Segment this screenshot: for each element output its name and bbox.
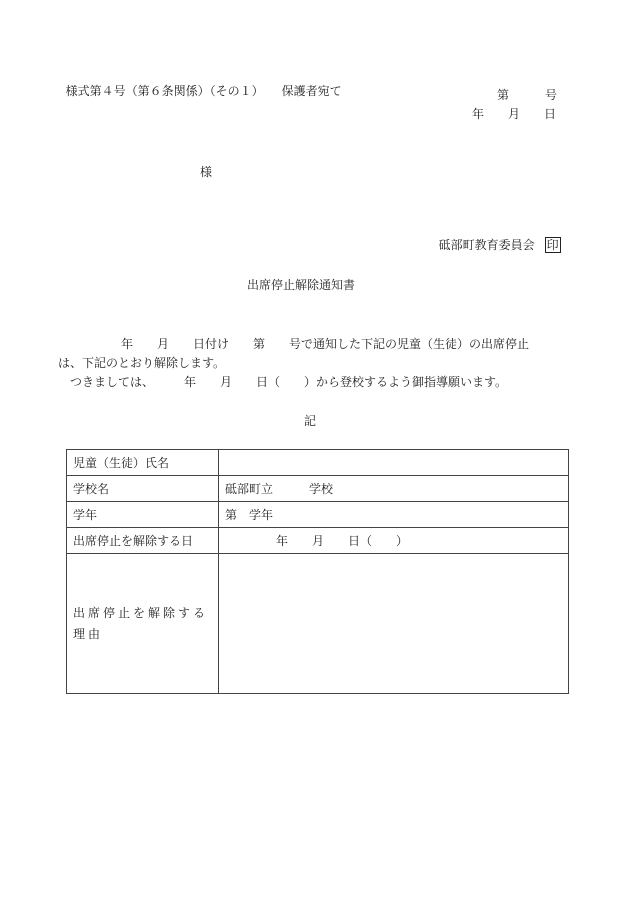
release-date-value	[219, 528, 569, 554]
release-date-label: 出席停止を解除する日	[67, 528, 219, 554]
document-number: 第 号	[497, 88, 558, 102]
release-reason-label	[67, 554, 219, 694]
body-line-1: 年 月 日付け 第 号で通知した下記の児童（生徒）の出席停止	[121, 337, 530, 351]
form-number: 様式第４号（第６条関係）（その１）	[65, 84, 264, 98]
grade-value: 第 学年	[219, 502, 569, 528]
student-name-label: 児童（生徒）氏名	[67, 450, 219, 476]
grade-label: 学年	[67, 502, 219, 528]
table-row	[67, 528, 569, 554]
student-name-value	[219, 450, 569, 476]
release-date-text: 年 月 日（ ）	[276, 533, 409, 548]
table-row	[67, 554, 569, 694]
table-row	[67, 450, 569, 476]
table-row	[67, 502, 569, 528]
ki-heading: 記	[304, 414, 317, 428]
details-table	[66, 449, 569, 694]
document-date: 年 月 日	[472, 107, 557, 121]
body-line-3: つきましては、 年 月 日（ ）から登校するよう御指導願います。	[70, 375, 508, 389]
table-row	[67, 476, 569, 502]
seal-mark: 印	[546, 238, 559, 252]
release-reason-text: 出席停止を解除する理由	[73, 605, 209, 641]
school-name-value: 砥部町立 学校	[219, 476, 569, 502]
school-name-label: 学校名	[67, 476, 219, 502]
form-id	[58, 67, 342, 99]
sender	[431, 221, 561, 253]
recipient-label: 保護者宛て	[281, 84, 342, 98]
release-reason-value	[219, 554, 569, 694]
addressee-suffix: 様	[200, 165, 213, 179]
body-line-2: は、下記のとおり解除します。	[58, 356, 226, 370]
document-title: 出席停止解除通知書	[247, 278, 356, 292]
sender-name: 砥部町教育委員会	[438, 238, 535, 252]
